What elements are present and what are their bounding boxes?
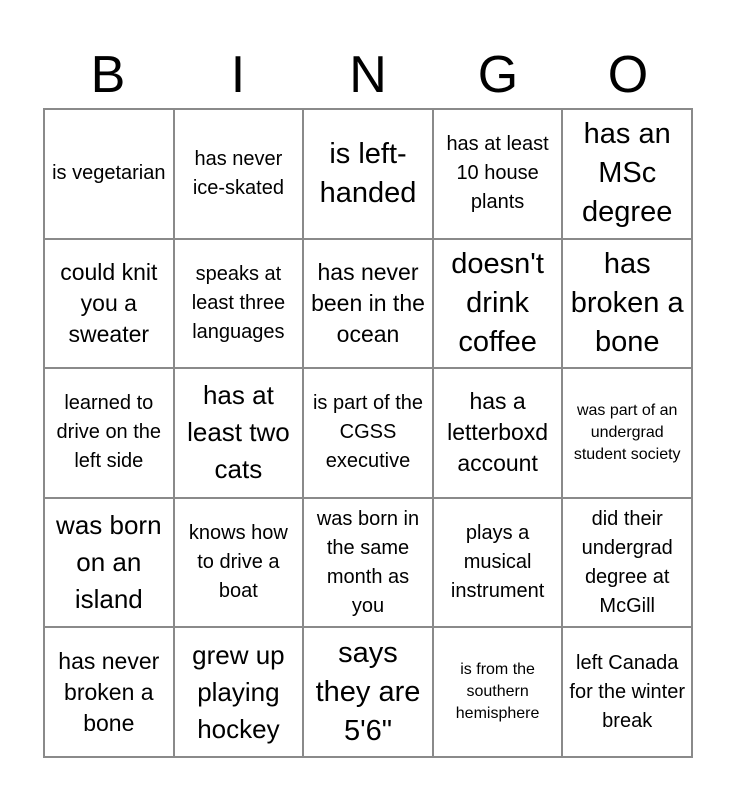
bingo-cell[interactable]: has never broken a bone <box>44 627 174 757</box>
bingo-cell[interactable]: knows how to drive a boat <box>174 498 304 628</box>
bingo-cell[interactable]: was born in the same month as you <box>303 498 433 628</box>
bingo-cell[interactable]: is from the southern hemisphere <box>433 627 563 757</box>
bingo-cell[interactable]: has at least 10 house plants <box>433 109 563 239</box>
bingo-cell[interactable]: speaks at least three languages <box>174 239 304 369</box>
header-letter-n: N <box>349 46 387 104</box>
bingo-cell[interactable]: did their undergrad degree at McGill <box>562 498 692 628</box>
bingo-cell[interactable]: doesn't drink coffee <box>433 239 563 369</box>
bingo-cell[interactable]: has an MSc degree <box>562 109 692 239</box>
bingo-cell[interactable]: has broken a bone <box>562 239 692 369</box>
bingo-cell[interactable]: grew up playing hockey <box>174 627 304 757</box>
header-letter-g: G <box>477 46 519 104</box>
bingo-cell[interactable]: is left-handed <box>303 109 433 239</box>
bingo-cell[interactable]: learned to drive on the left side <box>44 368 174 498</box>
bingo-cell[interactable]: could knit you a sweater <box>44 239 174 369</box>
bingo-cell[interactable]: was born on an island <box>44 498 174 628</box>
bingo-cell[interactable]: plays a musical instrument <box>433 498 563 628</box>
bingo-cell[interactable]: left Canada for the winter break <box>562 627 692 757</box>
bingo-cell[interactable]: was part of an undergrad student society <box>562 368 692 498</box>
bingo-cell[interactable]: has a letterboxd account <box>433 368 563 498</box>
bingo-cell[interactable]: is vegetarian <box>44 109 174 239</box>
bingo-cell[interactable]: is part of the CGSS executive <box>303 368 433 498</box>
bingo-cell[interactable]: has at least two cats <box>174 368 304 498</box>
bingo-board <box>43 108 693 758</box>
bingo-header <box>43 42 693 108</box>
header-letter-i: I <box>230 46 246 104</box>
bingo-cell[interactable]: says they are 5'6" <box>303 627 433 757</box>
bingo-cell[interactable]: has never ice-skated <box>174 109 304 239</box>
bingo-cell[interactable]: has never been in the ocean <box>303 239 433 369</box>
header-letter-b: B <box>90 46 126 104</box>
header-letter-o: O <box>607 46 649 104</box>
